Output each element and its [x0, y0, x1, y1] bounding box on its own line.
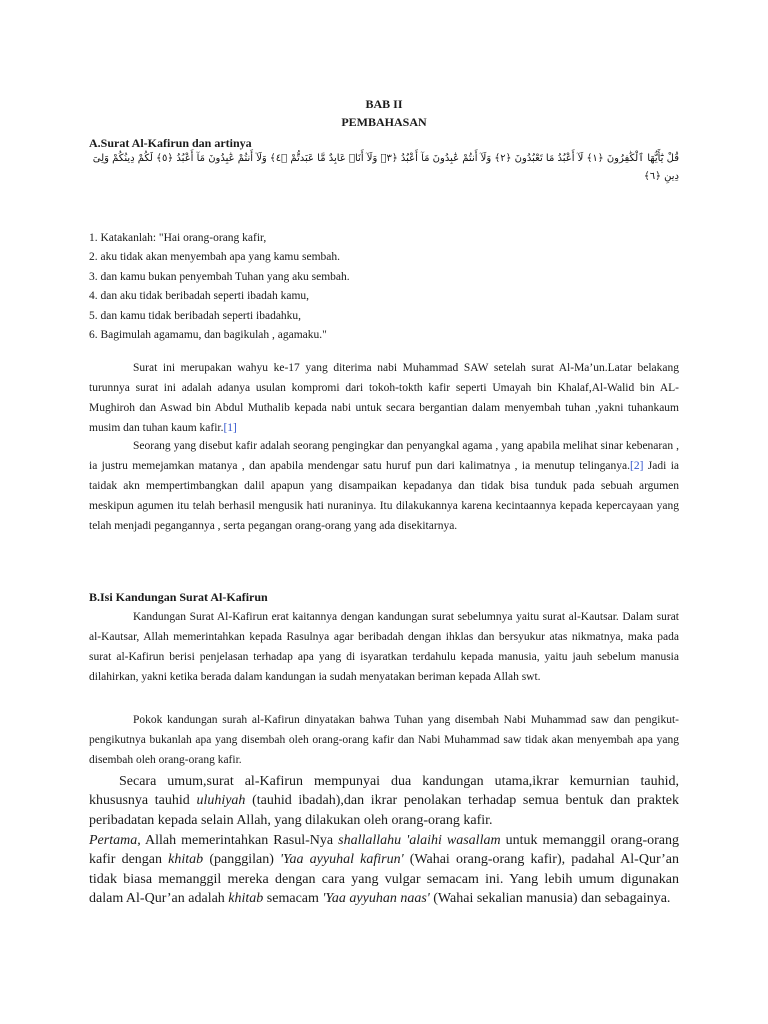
paragraph-text: semacam — [263, 890, 323, 906]
italic-term: 'Yaa ayyuhal kafirun' — [280, 852, 404, 868]
italic-term: 'Yaa ayyuhan naas' — [322, 890, 430, 906]
translation-line: 6. Bagimulah agamamu, dan bagikulah , agamaku." — [89, 328, 327, 341]
translation-line: 3. dan kamu bukan penyembah Tuhan yang aku sembah. — [89, 270, 350, 283]
paragraph-background — [89, 358, 679, 438]
paragraph-text: Surat ini merupakan wahyu ke-17 yang diterima nabi Muhammad SAW setelah surat Al-Ma’un.Latar belakang turunnya surat ini adalah adanya usulan kompromi dari tokoh-tokth kafir seperti Umayah bin Khalaf,Al-Walid bin AL-Mughiroh dan Aswad bin Abdul Muthalib kepada nabi untuk secara bergantian dalam menyembah tuhan ,yakni tuhankaum musim dan tuhan kaum kafir. — [89, 362, 679, 434]
paragraph-text: (Wahai sekalian manusia) dan sebagainya. — [429, 890, 671, 906]
paragraph-text: Seorang yang disebut kafir adalah seorang pengingkar dan penyangkal agama , yang apabila melihat sinar kebenaran , ia justru memejamkan matanya , dan apabila mendengar satu huruf pun dari kalimatnya , ia menutup telinganya. — [89, 440, 679, 472]
italic-term: Pertama — [89, 833, 138, 848]
translation-line: 1. Katakanlah: "Hai orang-orang kafir, — [89, 232, 267, 244]
paragraph-text: Jadi ia taidak akn mempertimbangkan dalil apapun yang disampaikan kepadanya dan tidak bisa tunduk pada sebuah argumen meskipun agumen itu telah berhasil mengusik hati nuraninya. Itu dilakukannya karena kecintaannya kepada kepercayaan yang telah menjadi pegangannya , serta pegangan orang-orang yang ada disekitarnya. — [89, 460, 679, 532]
italic-term: khitab — [168, 852, 204, 868]
footnote-link-1[interactable]: [1] — [223, 422, 237, 434]
paragraph-pokok — [89, 710, 679, 770]
section-b-heading: B.Isi Kandungan Surat Al-Kafirun — [89, 590, 268, 604]
italic-term: uluhiyah — [196, 793, 246, 809]
paragraph-pertama — [89, 831, 679, 908]
translation-list — [89, 229, 350, 345]
arabic-verses: قُلْ يَٰٓأَيُّهَا ٱلْكَٰفِرُونَ ﴿١﴾ لَآ أَعْبُدُ مَا تَعْبُدُونَ ﴿٢﴾ وَلَآ أَنتُمْ عَٰبِدُونَ مَآ أَعْبُدُ ﴿٣﴾ وَلَآ أَنَا۠ عَابِدٌ مَّا عَبَدتُّمْ ﴿٤﴾ وَلَآ أَنتُمْ عَٰبِدُونَ مَآ أَعْبُدُ ﴿٥﴾ لَكُمْ دِينُكُمْ وَلِىَ دِينِ ﴿٦﴾ — [92, 153, 679, 182]
translation-line: 4. dan aku tidak beribadah seperti ibadah kamu, — [89, 290, 310, 303]
paragraph-text: , Allah memerintahkan Rasul-Nya — [137, 833, 339, 848]
footnote-link-2[interactable]: [2] — [630, 460, 644, 472]
italic-term: shallallahu 'alaihi wasallam — [338, 833, 501, 848]
section-a-heading: A.Surat Al-Kafirun dan artinya — [89, 136, 252, 150]
chapter-title: BAB II — [365, 97, 403, 111]
paragraph-text: Kandungan Surat Al-Kafirun erat kaitannya dengan kandungan surat sebelumnya yaitu surat al-Kautsar. Dalam surat al-Kautsar, Allah memerintahkan kepada Rasulnya agar beribadah dengan ihklas dan bersyukur atas nikmatnya, maka pada surat al-Kafirun berisi penjelasan terhadap apa yang di isyaratkan terdahulu kepada manusia, yaitu jauh sebelum manusia dilahirkan, yakni ketika berada dalam kandungan ia sudah menyatakan beriman kepada Allah swt. — [89, 611, 679, 683]
paragraph-umum — [89, 772, 679, 830]
translation-line: 2. aku tidak akan menyembah apa yang kamu sembah. — [89, 251, 341, 264]
chapter-subtitle: PEMBAHASAN — [341, 115, 427, 129]
paragraph-text: untuk memanggil orang-orang kafir dengan — [89, 833, 679, 868]
paragraph-text: (panggilan) — [203, 852, 281, 868]
italic-term: khitab — [228, 890, 264, 906]
paragraph-text: (Wahai orang-orang kafir), padahal Al-Qur’an tidak biasa memanggil mereka dengan cara yang vulgar semacam ini. Yang lebih umum digunakan dalam Al-Qur’an adalah — [89, 852, 680, 906]
paragraph-text: (tauhid ibadah),dan ikrar penolakan terhadap semua bentuk dan praktek peribadatan kepada selain Allah, yang dilakukan oleh orang-orang kafir. — [89, 793, 679, 828]
translation-line: 5. dan kamu tidak beribadah seperti ibadahku, — [89, 309, 302, 322]
paragraph-kandungan — [89, 607, 679, 687]
paragraph-kafir-definition — [89, 436, 679, 536]
paragraph-text: Pokok kandungan surah al-Kafirun dinyatakan bahwa Tuhan yang disembah Nabi Muhammad saw dan pengikut-pengikutnya bukanlah apa yang disembah oleh orang-orang kafir dan Nabi Muhammad saw tidak akan menyembah apa yang disembah oleh orang-orang kafir. — [89, 714, 679, 766]
paragraph-text: Secara umum,surat al-Kafirun mempunyai dua kandungan utama,ikrar kemurnian tauhid, khususnya tauhid — [89, 774, 679, 809]
